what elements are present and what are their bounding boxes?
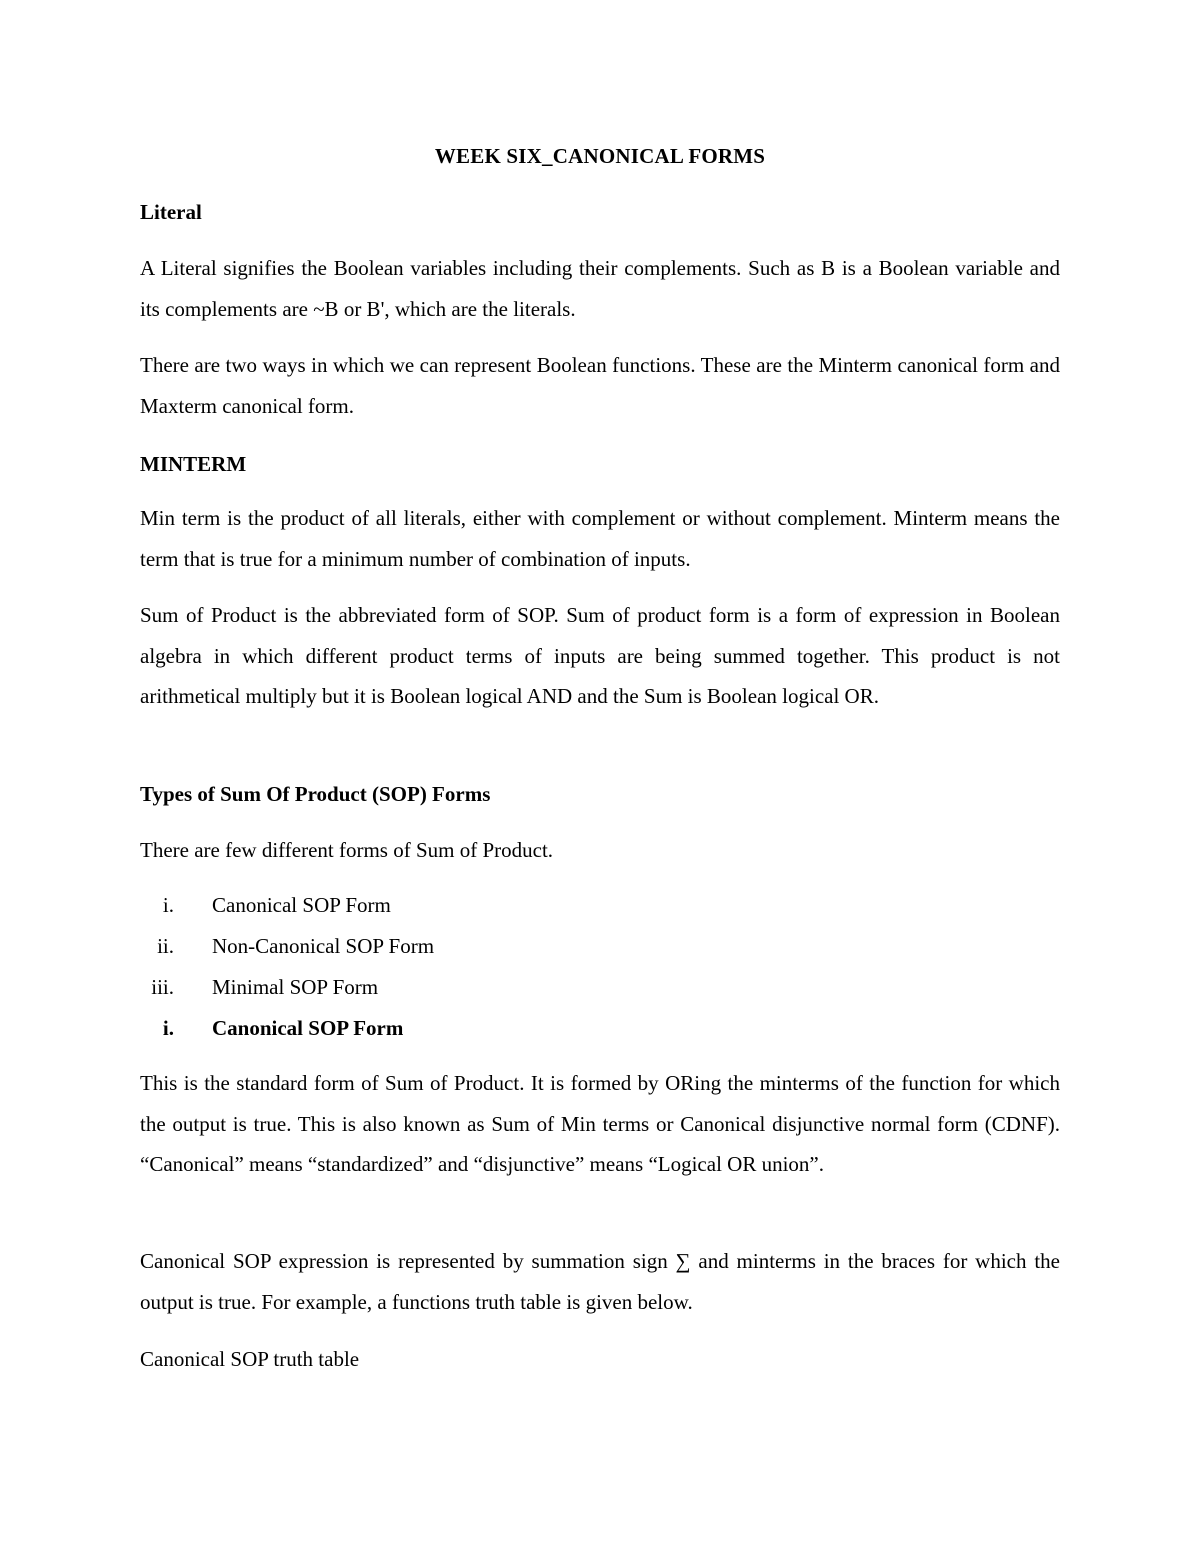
page-title: WEEK SIX_CANONICAL FORMS — [434, 144, 766, 168]
canonical-sop-heading-label: Canonical SOP Form — [212, 1016, 404, 1040]
sop-types-heading: Types of Sum Of Product (SOP) Forms — [140, 782, 491, 806]
minterm-paragraph-1: Min term is the product of all literals, either with complement or without complement. Minterm means the term that is true for a minimum number of combination of inputs. — [140, 506, 1060, 571]
canonical-sop-heading-number: i. — [162, 1016, 174, 1040]
literal-paragraph-1: A Literal signifies the Boolean variables including their complements. Such as B is a Boolean variable and its complements are ~B or B', which are the literals. — [140, 256, 1060, 321]
list-item — [140, 975, 1060, 1005]
list-item-number: ii. — [157, 934, 174, 958]
minterm-heading: MINTERM — [140, 452, 247, 476]
minterm-paragraph-2: Sum of Product is the abbreviated form of SOP. Sum of product form is a form of expression in Boolean algebra in which different product terms of inputs are being summed together. This product is not arithmetical multiply but it is Boolean logical AND and the Sum is Boolean logical OR. — [140, 603, 1060, 708]
canonical-sop-paragraph-2: Canonical SOP expression is represented by summation sign ∑ and minterms in the braces for which the output is true. For example, a functions truth table is given below. — [140, 1249, 1060, 1314]
literal-heading: Literal — [140, 200, 202, 224]
truth-table-caption: Canonical SOP truth table — [140, 1347, 360, 1371]
sop-types-intro: There are few different forms of Sum of Product. — [140, 838, 554, 862]
literal-paragraph-2: There are two ways in which we can represent Boolean functions. These are the Minterm canonical form and Maxterm canonical form. — [140, 353, 1060, 418]
list-item — [140, 893, 1060, 923]
canonical-sop-paragraph-1: This is the standard form of Sum of Product. It is formed by ORing the minterms of the function for which the output is true. This is also known as Sum of Min terms or Canonical disjunctive normal form (CDNF). “Canonical” means “standardized” and “disjunctive” means “Logical OR union”. — [140, 1071, 1060, 1176]
list-item-number: i. — [162, 893, 174, 917]
list-item-label: Canonical SOP Form — [212, 893, 391, 917]
canonical-sop-heading — [140, 1016, 1060, 1046]
list-item — [140, 934, 1060, 964]
list-item-label: Minimal SOP Form — [212, 975, 379, 999]
list-item-label: Non-Canonical SOP Form — [212, 934, 435, 958]
list-item-number: iii. — [151, 975, 174, 999]
